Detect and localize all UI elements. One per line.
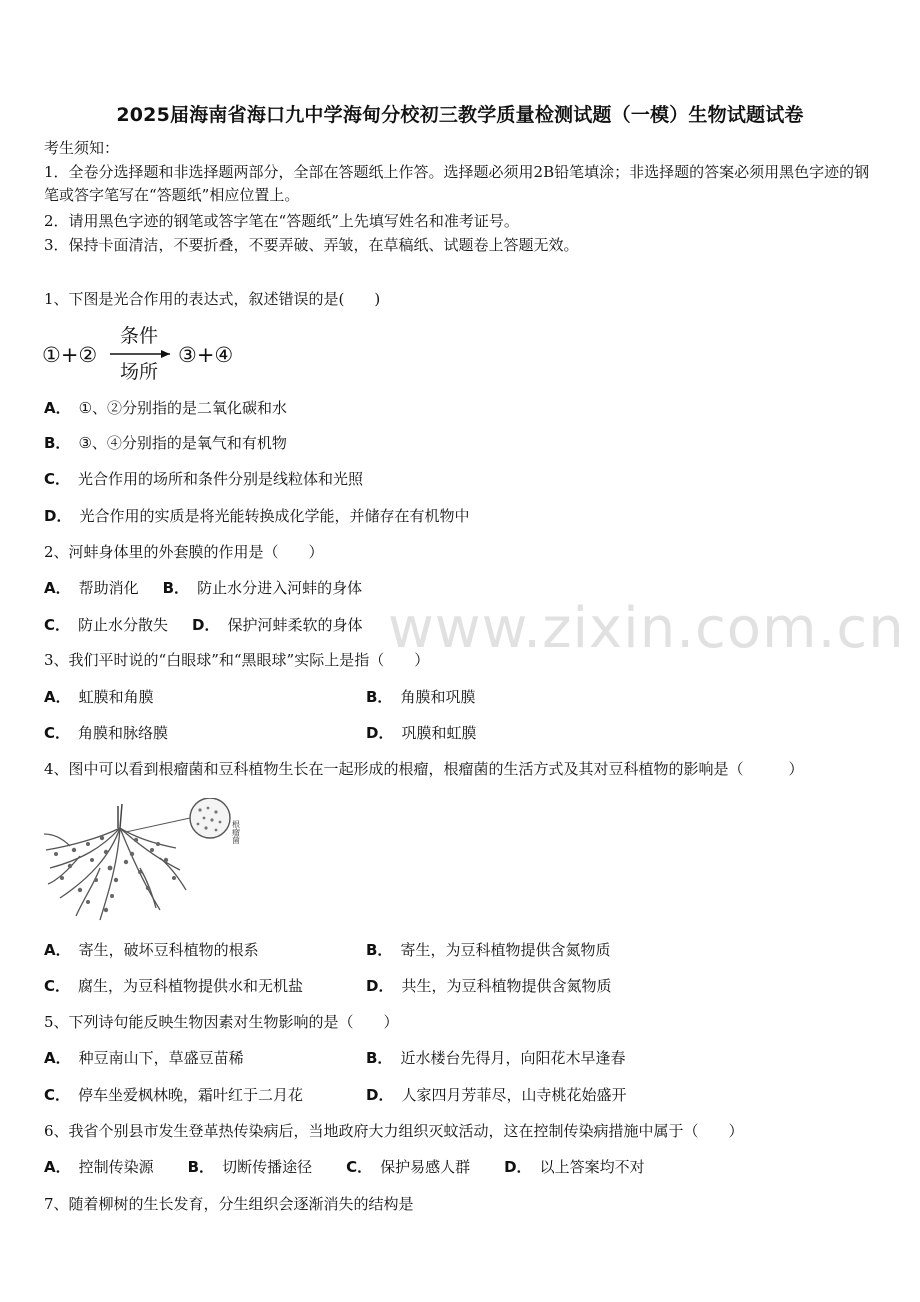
question-2-stem: 2、河蚌身体里的外套膜的作用是（ ） bbox=[44, 543, 324, 561]
question-2-options-ab: A． 帮助消化 B． 防止水分进入河蚌的身体 bbox=[44, 579, 363, 597]
question-1-option-d: D． 光合作用的实质是将光能转换成化学能，并储存在有机物中 bbox=[44, 507, 470, 525]
question-4-option-a: A． 寄生，破坏豆科植物的根系 bbox=[44, 941, 259, 959]
question-3-option-c: C． 角膜和脉络膜 bbox=[44, 724, 169, 742]
question-6-options: A． 控制传染源 B． 切断传播途径 C． 保护易感人群 D． 以上答案均不对 bbox=[44, 1158, 645, 1176]
notice-item-3: 3．保持卡面清洁，不要折叠，不要弄破、弄皱，在草稿纸、试题卷上答题无效。 bbox=[44, 236, 579, 254]
question-5-option-d: D． 人家四月芳菲尽，山寺桃花始盛开 bbox=[366, 1086, 627, 1104]
question-4-option-c: C． 腐生，为豆科植物提供水和无机盐 bbox=[44, 977, 304, 995]
question-5-option-b: B． 近水楼台先得月，向阳花木早逢春 bbox=[366, 1049, 626, 1067]
question-5-option-c: C． 停车坐爱枫林晚，霜叶红于二月花 bbox=[44, 1086, 304, 1104]
nodule-bacteria-label: 根瘤菌 bbox=[231, 820, 241, 844]
root-nodule-figure bbox=[40, 798, 270, 926]
formula-products: ③+④ bbox=[178, 343, 234, 367]
question-3-option-d: D． 巩膜和虹膜 bbox=[366, 724, 477, 742]
question-4-stem: 4、图中可以看到根瘤菌和豆科植物生长在一起形成的根瘤，根瘤菌的生活方式及其对豆科植物的影响是（ ） bbox=[44, 760, 804, 778]
question-1-option-c: C． 光合作用的场所和条件分别是线粒体和光照 bbox=[44, 470, 364, 488]
question-7-stem: 7、随着柳树的生长发育，分生组织会逐渐消失的结构是 bbox=[44, 1195, 414, 1213]
question-6-stem: 6、我省个别县市发生登革热传染病后，当地政府大力组织灭蚊活动，这在控制传染病措施中属于（ ） bbox=[44, 1122, 744, 1140]
question-4-option-b: B． 寄生，为豆科植物提供含氮物质 bbox=[366, 941, 611, 959]
watermark: www.zixin.com.cn bbox=[388, 596, 905, 661]
question-2-options-cd: C． 防止水分散失 D． 保护河蚌柔软的身体 bbox=[44, 616, 363, 634]
question-3-option-b: B． 角膜和巩膜 bbox=[366, 688, 476, 706]
question-5-option-a: A． 种豆南山下，草盛豆苗稀 bbox=[44, 1049, 244, 1067]
question-4-option-d: D． 共生，为豆科植物提供含氮物质 bbox=[366, 977, 612, 995]
question-3-stem: 3、我们平时说的“白眼球”和“黑眼球”实际上是指（ ） bbox=[44, 651, 430, 669]
notice-item-2: 2．请用黑色字迹的钢笔或答字笔在“答题纸”上先填写姓名和准考证号。 bbox=[44, 212, 519, 230]
question-3-option-a: A． 虹膜和角膜 bbox=[44, 688, 154, 706]
photosynthesis-formula bbox=[42, 318, 262, 388]
formula-condition: 条件 bbox=[120, 325, 159, 347]
question-1-stem: 1、下图是光合作用的表达式，叙述错误的是( ) bbox=[44, 290, 381, 308]
notice-heading: 考生须知： bbox=[44, 139, 120, 157]
notice-item-1: 1．全卷分选择题和非选择题两部分，全部在答题纸上作答。选择题必须用2B铅笔填涂；非选择题的答案必须用黑色字迹的钢笔或答字笔写在“答题纸”相应位置上。 bbox=[44, 163, 870, 204]
question-1-option-a: A． ①、②分别指的是二氧化碳和水 bbox=[44, 399, 288, 417]
question-5-stem: 5、下列诗句能反映生物因素对生物影响的是（ ） bbox=[44, 1013, 399, 1031]
question-1-option-b: B． ③、④分别指的是氧气和有机物 bbox=[44, 434, 287, 452]
page-title: 2025届海南省海口九中学海甸分校初三教学质量检测试题（一模）生物试题试卷 bbox=[116, 104, 804, 126]
formula-reactants: ①+② bbox=[42, 343, 98, 367]
formula-site: 场所 bbox=[120, 361, 159, 383]
